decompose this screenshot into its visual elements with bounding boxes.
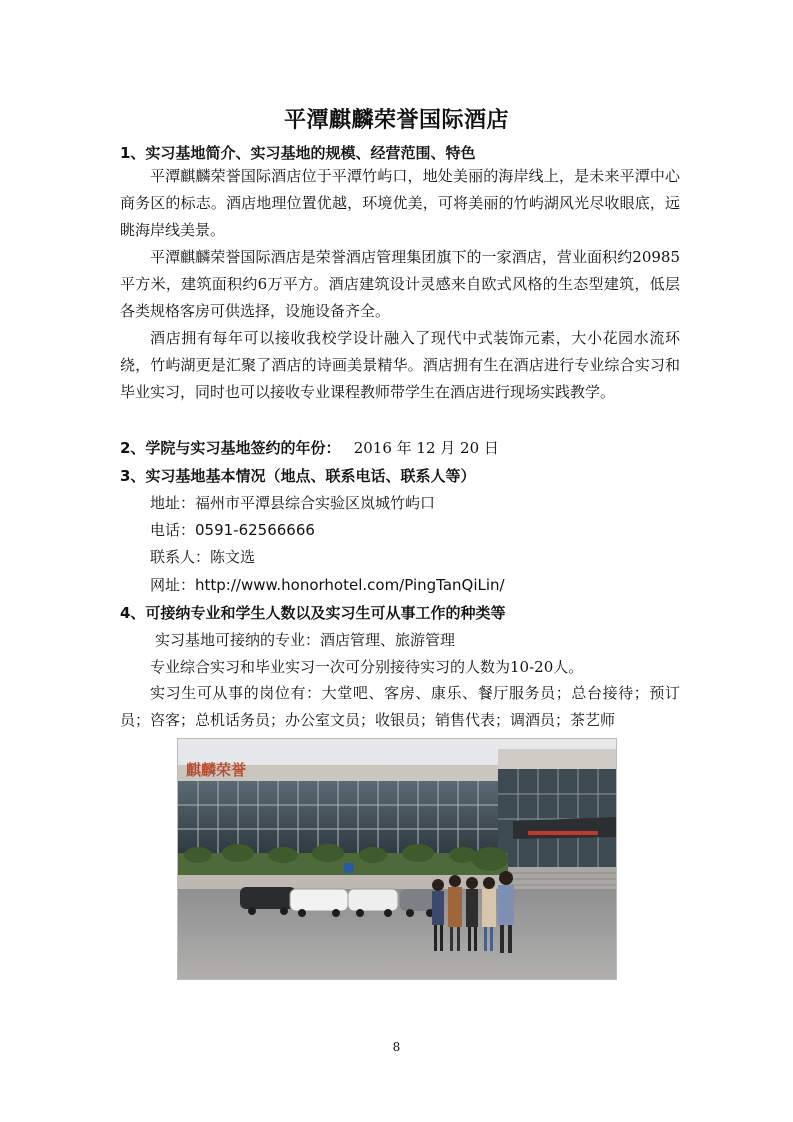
phone-line: 电话：0591-62566666 xyxy=(150,521,315,539)
section-4-heading: 4、可接纳专业和学生人数以及实习生可从事工作的种类等 xyxy=(120,604,506,622)
section-1-paragraph-3: 酒店拥有每年可以接收我校学设计融入了现代中式装饰元素，大小花园水流环绕，竹屿湖更是汇聚了酒店的诗画美景精华。酒店拥有生在酒店进行专业综合实习和毕业实习，同时也可以接收专业课程教师带学生在酒店进行现场实践教学。 xyxy=(120,329,680,401)
page-title: 平潭麒麟荣誉国际酒店 xyxy=(283,108,509,133)
section-1-paragraph-2: 平潭麒麟荣誉国际酒店是荣誉酒店管理集团旗下的一家酒店，营业面积约20985平方米，建筑面积约6万平方。酒店建筑设计灵感来自欧式风格的生态型建筑，低层各类规格客房可供选择，设施设备齐全。 xyxy=(120,248,680,320)
majors-line: 实习基地可接纳的专业：酒店管理、旅游管理 xyxy=(155,631,456,649)
address-line: 地址：福州市平潭县综合实验区岚城竹屿口 xyxy=(150,494,436,512)
section-2-heading xyxy=(120,438,499,458)
section-3-heading: 3、实习基地基本情况（地点、联系电话、联系人等） xyxy=(120,467,476,485)
capacity-line: 专业综合实习和毕业实习一次可分别接待实习的人数为10-20人。 xyxy=(150,658,584,676)
website-line: 网址：http://www.honorhotel.com/PingTanQiLin/ xyxy=(150,576,505,594)
page-number: 8 xyxy=(392,1040,401,1054)
hotel-photo xyxy=(177,738,617,980)
section-1-heading: 1、实习基地简介、实习基地的规模、经营范围、特色 xyxy=(120,144,476,162)
hotel-photo-illustration xyxy=(178,739,616,979)
section-1-paragraph-1: 平潭麒麟荣誉国际酒店位于平潭竹屿口，地处美丽的海岸线上，是未来平潭中心商务区的标志。酒店地理位置优越，环境优美，可将美丽的竹屿湖风光尽收眼底，远眺海岸线美景。 xyxy=(120,167,680,239)
signing-date: 2016 年 12 月 20 日 xyxy=(353,439,499,457)
section-2-heading-label: 2、学院与实习基地签约的年份： xyxy=(120,439,341,457)
contact-line: 联系人：陈文选 xyxy=(150,548,256,566)
positions-paragraph: 实习生可从事的岗位有：大堂吧、客房、康乐、餐厅服务员；总台接待；预订员；咨客；总机话务员；办公室文员；收银员；销售代表；调酒员；茶艺师 xyxy=(120,684,680,729)
hotel-sign-text: 麒麟荣誉 xyxy=(186,761,247,779)
